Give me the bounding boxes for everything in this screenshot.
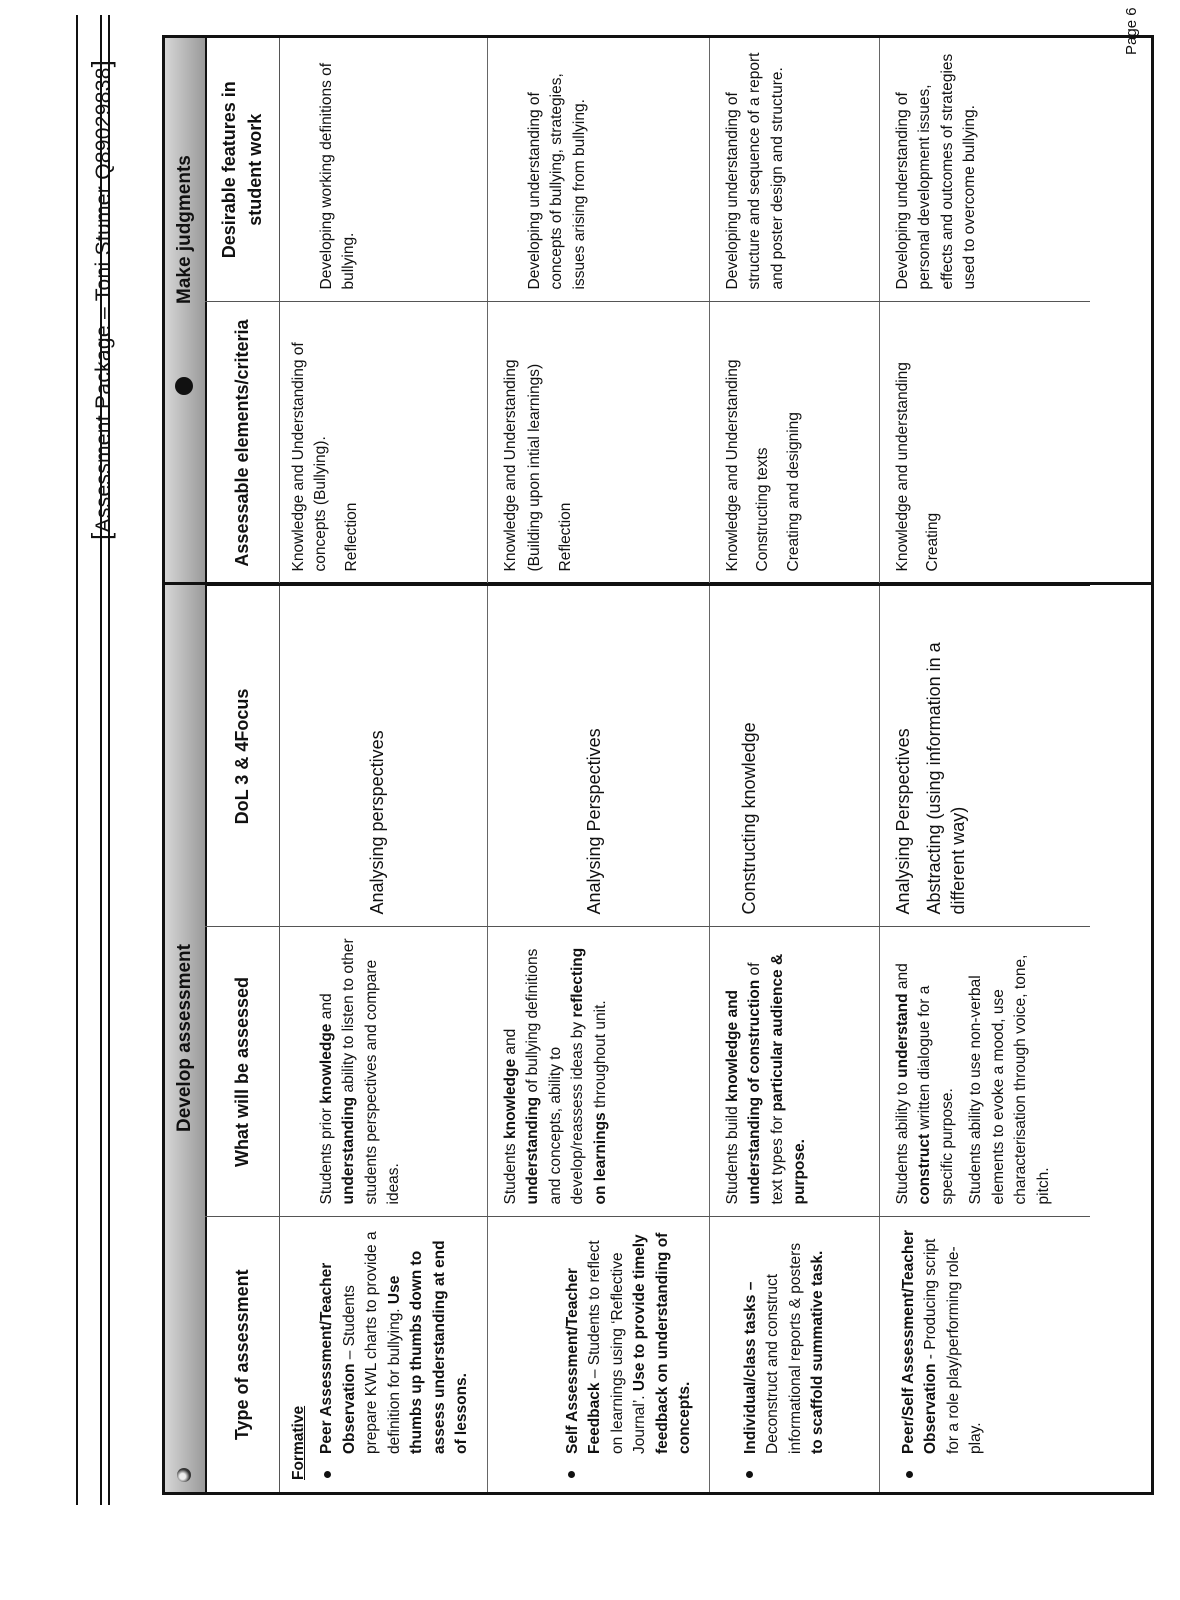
what-text-bold: particular audience & purpose. (768, 953, 809, 1205)
dol-item: Abstracting (using information in a different way) (924, 642, 968, 915)
what-text: Students ability to (894, 1077, 911, 1205)
element-item: Constructing texts (754, 447, 772, 572)
table-header-row (205, 38, 280, 1492)
what-text-bold: knowledge (502, 1058, 519, 1139)
elements-cell (880, 302, 1090, 585)
what-cell (710, 927, 880, 1217)
what-cell (280, 927, 488, 1217)
type-desc: - Producing script for a role play/performing role-play. (922, 1238, 985, 1454)
what-text-bold: knowledge and understanding of construction (724, 979, 764, 1205)
col-header-what: What will be assessed (205, 927, 280, 1217)
type-cell (710, 1217, 880, 1492)
features-cell (280, 38, 488, 302)
what-text: of text types for (746, 962, 786, 1205)
type-title: Self Assessment/Teacher Feedback (564, 1267, 604, 1454)
section-header-bar (165, 38, 207, 1492)
what-text-bold: construct (916, 1133, 934, 1205)
what-text: of bullying definitions and concepts, ability to develop/reassess ideas by (524, 948, 587, 1205)
type-title: Individual/class tasks – (742, 1281, 759, 1454)
page-number: Page 6 (1123, 7, 1140, 55)
elements-cell (488, 302, 710, 585)
bullet-circle-icon (177, 1468, 191, 1482)
formative-label: Formative (290, 1405, 307, 1480)
what-text: Students build (724, 1101, 741, 1205)
features-text: Developing understanding of concepts of bullying, strategies, issues arising from bullying. (526, 73, 588, 290)
features-cell (710, 38, 880, 302)
what-text: Students (502, 1139, 519, 1205)
table-row (280, 38, 488, 1492)
what-text-bold: reflecting on learnings (569, 947, 609, 1205)
what-text-bold: understand (894, 993, 911, 1078)
table-row (880, 38, 1090, 1492)
what-text: and (894, 963, 911, 994)
col-header-dol: DoL 3 & 4Focus (205, 585, 280, 927)
what-text: ability to listen to other students perspectives and compare ideas. (340, 938, 403, 1205)
what-text-bold: understanding (340, 1096, 358, 1205)
what-cell (488, 927, 710, 1217)
features-text: Developing understanding of personal development issues, effects and outcomes of strategies used to overcome bullying. (894, 53, 979, 290)
dol-cell (488, 585, 710, 927)
assessment-table (162, 35, 1154, 1495)
what-cell (880, 927, 1090, 1217)
dol-cell (880, 585, 1090, 927)
elements-cell (280, 302, 488, 585)
element-item: Knowledge and Understanding of concepts (Bullying). (290, 342, 330, 572)
dol-cell (710, 585, 880, 927)
header-rule (76, 15, 78, 1505)
type-title: Peer Assessment/Teacher Observation (318, 1262, 358, 1454)
type-desc-bold: Use thumbs up thumbs down to assess understanding at end of lessons. (385, 1240, 471, 1454)
elements-cell (710, 302, 880, 585)
type-desc: Deconstruct and construct informational reports & posters (764, 1242, 804, 1454)
table-row (710, 38, 880, 1492)
features-text: Developing working definitions of bullying. (318, 62, 358, 290)
bullet-icon (568, 1471, 575, 1478)
element-item: Reflection (556, 502, 574, 572)
section-make-judgments: Make judgments (174, 155, 195, 304)
document-header: [Assessment Package – Toni Stumer Q89029838] (86, 59, 116, 540)
features-text: Developing understanding of structure and sequence of a report and poster design and structure. (724, 52, 786, 290)
element-item: Reflection (342, 502, 360, 572)
type-desc: – Students prepare KWL charts to provide a definition for bullying. (340, 1231, 403, 1454)
element-item: (Building upon intial learnings) (526, 363, 544, 572)
dol-item: Analysing perspectives (366, 730, 387, 915)
col-header-type: Type of assessment (205, 1217, 280, 1492)
element-item: Knowledge and Understanding (502, 359, 519, 572)
filled-circle-icon (175, 377, 193, 395)
what-text: and (318, 993, 335, 1024)
type-title: Peer/Self Assessment/Teacher Observation (900, 1229, 940, 1454)
col-header-features: Desirable features in student work (205, 38, 280, 302)
header-title: Assessment Package – Toni Stumer Q89029838 (92, 67, 115, 533)
bullet-icon (746, 1471, 753, 1478)
what-text: written dialogue for a specific purpose. (916, 985, 956, 1205)
type-desc-bold: to scaffold summative task. (809, 1250, 827, 1454)
dol-cell (280, 585, 488, 927)
what-text: Students prior (318, 1103, 335, 1205)
type-cell (880, 1217, 1090, 1492)
what-text-bold: understanding (524, 1096, 542, 1205)
features-cell (880, 38, 1090, 302)
assessment-grid (205, 38, 1090, 1492)
dol-item: Constructing knowledge (739, 722, 759, 915)
what-text: and (502, 1028, 519, 1059)
what-text: Students ability to use non-verbal elements to evoke a mood, use characterisation through voice, tone, pitch. (967, 954, 1052, 1205)
features-cell (488, 38, 710, 302)
element-item: Creating and designing (784, 412, 802, 572)
section-develop-assessment: Develop assessment (174, 944, 195, 1132)
type-cell (488, 1217, 710, 1492)
dol-item: Analysing Perspectives (583, 728, 604, 915)
type-desc-bold: Use to provide timely feedback on understanding of concepts. (631, 1232, 694, 1454)
bullet-icon (906, 1471, 913, 1478)
element-item: Creating (924, 512, 942, 572)
what-text: throughout unit. (591, 1000, 609, 1113)
dol-item: Analysing Perspectives (893, 728, 913, 915)
element-item: Knowledge and understanding (894, 362, 911, 572)
col-header-elements: Assessable elements/criteria (205, 302, 280, 585)
table-row (488, 38, 710, 1492)
element-item: Knowledge and Understanding (724, 359, 741, 572)
type-desc: – Students to reflect on learnings using ‘Reflective Journal’. (586, 1240, 649, 1454)
bullet-icon (324, 1471, 331, 1478)
type-cell (280, 1217, 488, 1492)
what-text-bold: knowledge (318, 1023, 335, 1104)
header-double-rule (100, 15, 110, 1505)
